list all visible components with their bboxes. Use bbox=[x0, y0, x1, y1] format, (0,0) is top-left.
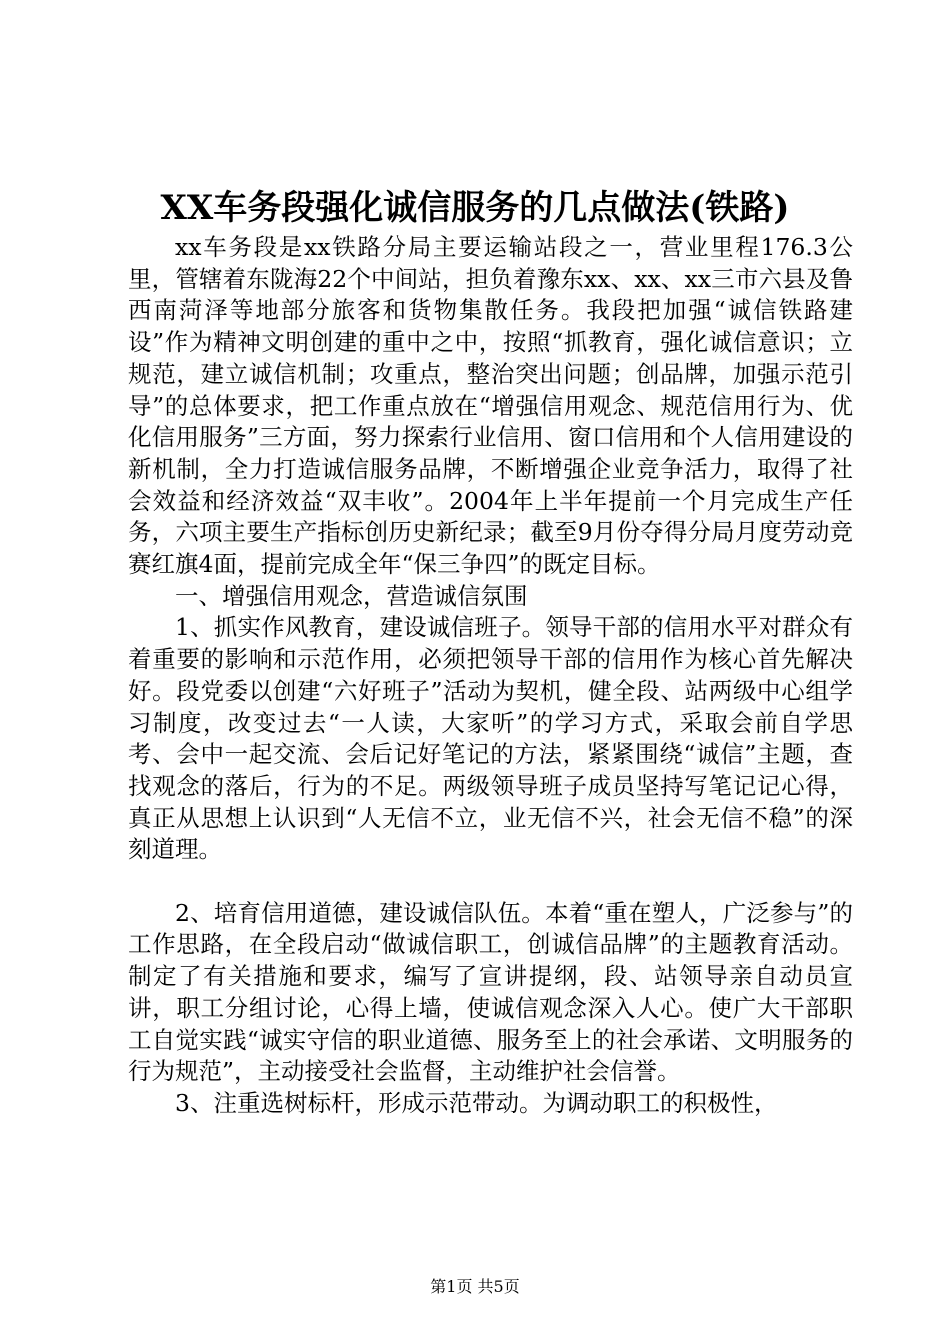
page-footer: 第1页 共5页 bbox=[430, 1277, 520, 1296]
paragraph-item-3: 3、注重选树标杆，形成示范带动。为调动职工的积极性， bbox=[175, 1088, 778, 1117]
paragraph-spacer bbox=[128, 866, 853, 898]
paragraph-intro: xx车务段是xx铁路分局主要运输站段之一，营业里程176.3公里，管辖着东陇海22个中间站，担负着豫东xx、xx、xx三市六县及鲁西南菏泽等地部分旅客和货物集散任务。我段把加强“诚信铁路建设”作为精神文明创建的重中之中，按照“抓教育，强化诚信意识；立规范，建立诚信机制；攻重点，整治突出问题；创品牌，加强示范引导”的总体要求，把工作重点放在“增强信用观念、规范信用行为、优化信用服务”三方面，努力探索行业信用、窗口信用和个人信用建设的新机制，全力打造诚信服务品牌，不断增强企业竞争活力，取得了社会效益和经济效益“双丰收”。2004年上半年提前一个月完成生产任务，六项主要生产指标创历史新纪录；截至9月份夺得分局月度劳动竞赛红旗4面，提前完成全年“保三争四”的既定目标。 bbox=[128, 233, 853, 579]
document-body bbox=[128, 232, 853, 1120]
paragraph-item-1: 1、抓实作风教育，建设诚信班子。领导干部的信用水平对群众有着重要的影响和示范作用，必须把领导干部的信用作为核心首先解决好。段党委以创建“六好班子”活动为契机，健全段、站两级中心组学习制度，改变过去“一人读，大家听”的学习方式，采取会前自学思考、会中一起交流、会后记好笔记的方法，紧紧围绕“诚信”主题，查找观念的落后，行为的不足。两级领导班子成员坚持写笔记记心得，真正从思想上认识到“人无信不立，业无信不兴，社会无信不稳”的深刻道理。 bbox=[128, 613, 853, 864]
document-title: XX车务段强化诚信服务的几点做法(铁路) bbox=[160, 188, 790, 228]
paragraph-item-2: 2、培育信用道德，建设诚信队伍。本着“重在塑人，广泛参与”的工作思路，在全段启动“做诚信职工，创诚信品牌”的主题教育活动。制定了有关措施和要求，编写了宣讲提纲，段、站领导亲自动员宣讲，职工分组讨论，心得上墙，使诚信观念深入人心。使广大干部职工自觉实践“诚实守信的职业道德、服务至上的社会承诺、文明服务的行为规范”，主动接受社会监督，主动维护社会信誉。 bbox=[128, 898, 853, 1086]
section-heading: 一、增强信用观念，营造诚信氛围 bbox=[175, 581, 528, 610]
